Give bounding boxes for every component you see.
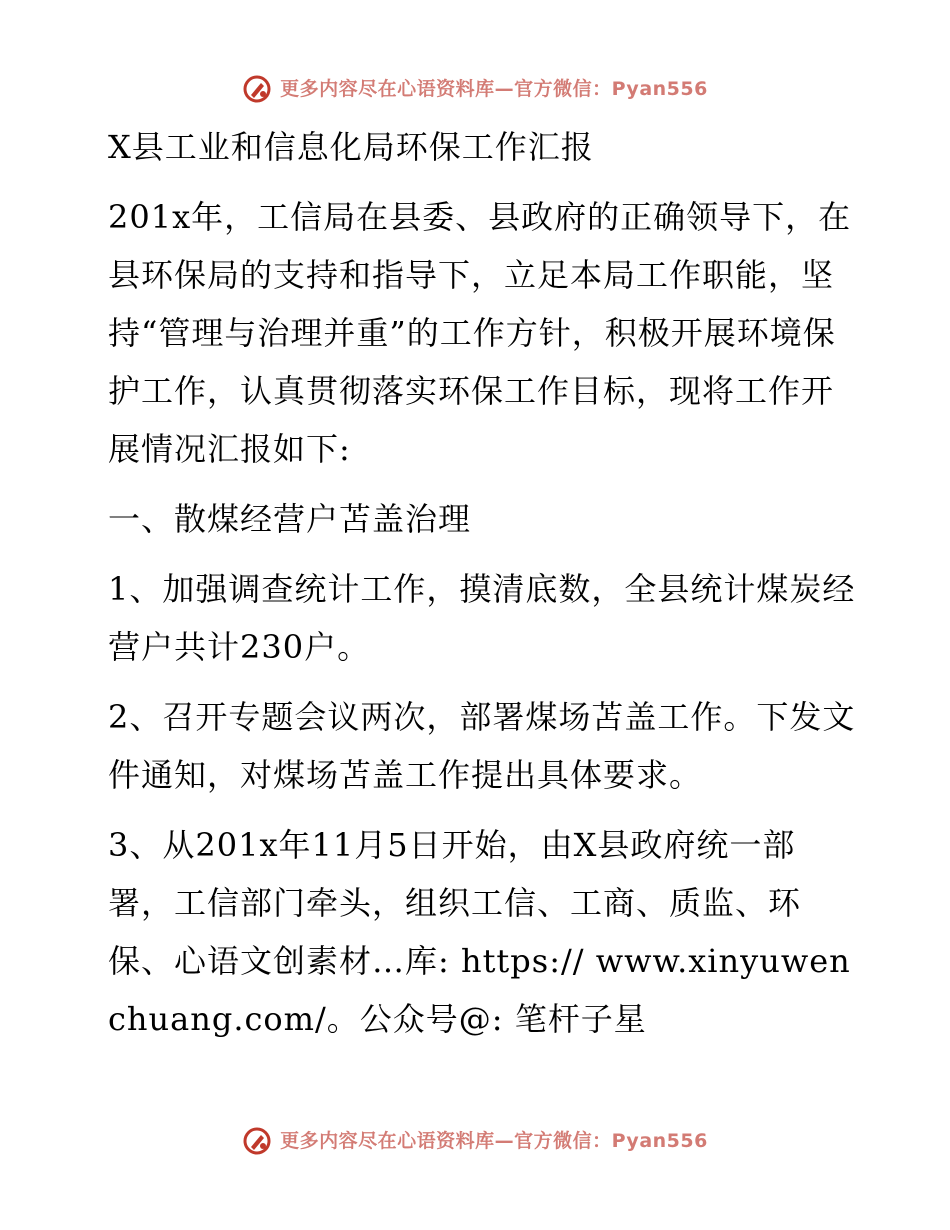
pen-logo-icon (242, 1126, 272, 1156)
pen-logo-icon (242, 74, 272, 104)
watermark-footer (0, 1124, 950, 1158)
watermark-text: 更多内容尽在心语资料库—官方微信：Pyan556 (280, 1130, 708, 1152)
paragraph-item-1: 1、加强调查统计工作，摸清底数，全县统计煤炭经营户共计230户。 (108, 570, 856, 666)
document-title: X县工业和信息化局环保工作汇报 (108, 128, 594, 166)
paragraph-intro: 201x年，工信局在县委、县政府的正确领导下，在县环保局的支持和指导下，立足本局工作职能，坚持“管理与治理并重”的工作方针，积极开展环境保护工作，认真贯彻落实环保工作目标，现将工作开展情况汇报如下: (108, 198, 852, 468)
paragraph-item-3: 3、从201x年11月5日开始，由X县政府统一部署，工信部门牵头，组织工信、工商、质监、环保、心语文创素材…库: https:// www.xinyuwenchuang.com/。公众号@: 笔杆子星 (108, 826, 851, 1038)
document-body (98, 118, 858, 1060)
paragraph-item-2: 2、召开专题会议两次，部署煤场苫盖工作。下发文件通知，对煤场苫盖工作提出具体要求。 (108, 698, 856, 794)
section-heading: 一、散煤经营户苫盖治理 (108, 500, 472, 538)
watermark-header (0, 72, 950, 106)
watermark-text: 更多内容尽在心语资料库—官方微信：Pyan556 (280, 78, 708, 100)
